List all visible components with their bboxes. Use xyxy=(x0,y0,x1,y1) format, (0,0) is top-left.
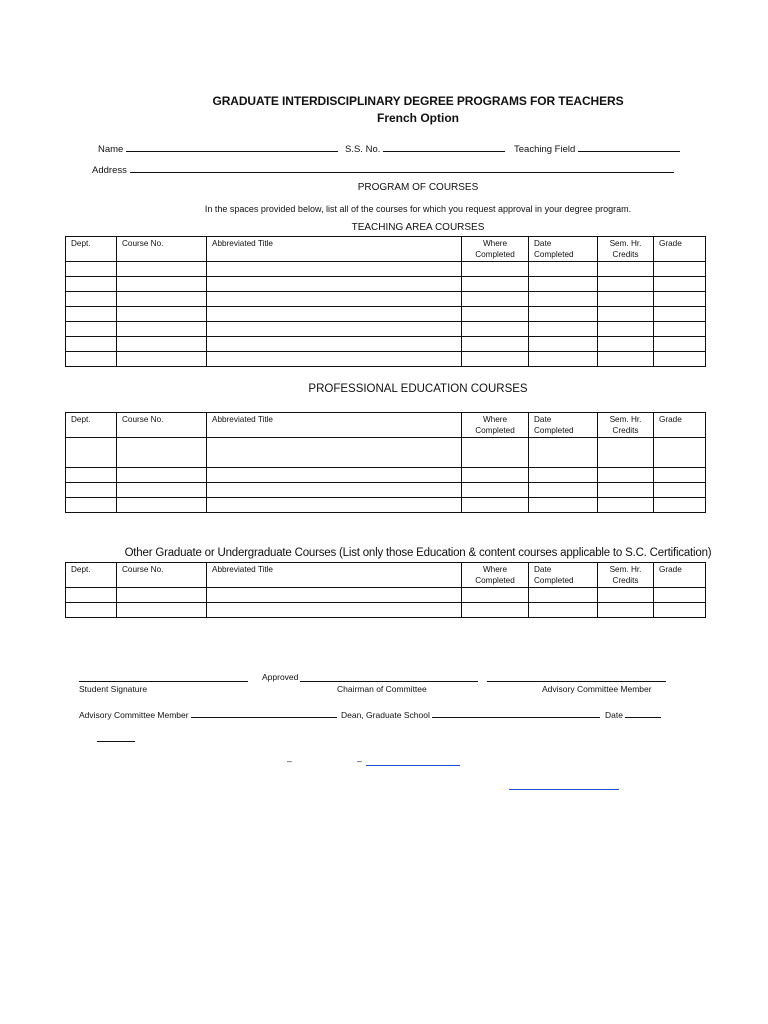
table-row[interactable] xyxy=(66,468,706,483)
table-row[interactable] xyxy=(66,262,706,277)
teaching-field-label: Teaching Field xyxy=(514,144,576,155)
other-courses-table xyxy=(65,562,706,618)
col-grade: Grade xyxy=(654,563,706,588)
student-signature-line[interactable] xyxy=(79,681,248,682)
footer-link-underline[interactable] xyxy=(366,765,460,766)
footer-dash-2: – xyxy=(357,756,362,766)
table-row[interactable] xyxy=(66,277,706,292)
advisory-member-field[interactable] xyxy=(79,708,337,720)
col-grade: Grade xyxy=(654,237,706,262)
col-where-completed: Where Completed xyxy=(462,563,529,588)
chairman-label: Chairman of Committee xyxy=(337,684,427,694)
advisory-member-line xyxy=(191,708,337,718)
dean-field[interactable] xyxy=(341,708,600,720)
name-field[interactable] xyxy=(98,142,338,155)
teaching-field[interactable] xyxy=(514,142,680,155)
col-course-no: Course No. xyxy=(117,413,207,438)
col-credits: Sem. Hr. Credits xyxy=(598,563,654,588)
advisory-signature-line[interactable] xyxy=(487,681,666,682)
table-row[interactable] xyxy=(66,498,706,513)
table-row[interactable] xyxy=(66,307,706,322)
table-row[interactable] xyxy=(66,588,706,603)
col-credits: Sem. Hr. Credits xyxy=(598,237,654,262)
address-line xyxy=(130,163,674,173)
col-course-no: Course No. xyxy=(117,237,207,262)
form-title: GRADUATE INTERDISCIPLINARY DEGREE PROGRAMS FOR TEACHERS xyxy=(212,94,624,108)
address-field[interactable] xyxy=(92,163,674,176)
col-grade: Grade xyxy=(654,413,706,438)
table-row[interactable] xyxy=(66,438,706,468)
table-row[interactable] xyxy=(66,603,706,618)
col-dept: Dept. xyxy=(66,413,117,438)
col-date-completed: Date Completed xyxy=(529,237,598,262)
col-credits: Sem. Hr. Credits xyxy=(598,413,654,438)
teaching-courses-table xyxy=(65,236,706,367)
teaching-section-title: TEACHING AREA COURSES xyxy=(351,222,485,233)
table-header-row xyxy=(66,563,706,588)
advisory-member-label: Advisory Committee Member xyxy=(542,684,652,694)
address-label: Address xyxy=(92,165,127,176)
professional-section-title: PROFESSIONAL EDUCATION COURSES xyxy=(308,383,528,395)
table-header-row xyxy=(66,413,706,438)
col-date-completed: Date Completed xyxy=(529,413,598,438)
table-row[interactable] xyxy=(66,337,706,352)
form-subtitle: French Option xyxy=(377,111,459,125)
table-row[interactable] xyxy=(66,292,706,307)
dean-label: Dean, Graduate School xyxy=(341,710,430,720)
approved-label: Approved xyxy=(262,672,299,682)
other-section-title: Other Graduate or Undergraduate Courses (List only those Education & content courses applicable to S.C. Certification) xyxy=(124,547,712,559)
professional-courses-table xyxy=(65,412,706,513)
ssn-field[interactable] xyxy=(345,142,505,155)
date-label: Date xyxy=(605,710,623,720)
table-row[interactable] xyxy=(66,322,706,337)
col-dept: Dept. xyxy=(66,563,117,588)
advisory-member-label-2: Advisory Committee Member xyxy=(79,710,189,720)
date-field[interactable] xyxy=(605,708,661,720)
table-row[interactable] xyxy=(66,352,706,367)
dean-line xyxy=(432,708,600,718)
col-date-completed: Date Completed xyxy=(529,563,598,588)
student-signature-label: Student Signature xyxy=(79,684,148,694)
ssn-label: S.S. No. xyxy=(345,144,381,155)
col-where-completed: Where Completed xyxy=(462,237,529,262)
ssn-line xyxy=(383,142,505,152)
col-course-no: Course No. xyxy=(117,563,207,588)
table-header-row xyxy=(66,237,706,262)
chairman-signature-line[interactable] xyxy=(300,681,478,682)
program-instructions: In the spaces provided below, list all of the courses for which you request approval in your degree program. xyxy=(204,204,632,214)
col-dept: Dept. xyxy=(66,237,117,262)
col-where-completed: Where Completed xyxy=(462,413,529,438)
footer-dash-1: – xyxy=(287,756,292,766)
col-title: Abbreviated Title xyxy=(207,563,462,588)
program-heading: PROGRAM OF COURSES xyxy=(357,182,479,193)
footer-link-underline-2[interactable] xyxy=(509,789,619,790)
name-line xyxy=(126,142,338,152)
date-line xyxy=(625,708,661,718)
teaching-field-line xyxy=(578,142,680,152)
short-line xyxy=(97,741,135,742)
table-row[interactable] xyxy=(66,483,706,498)
col-title: Abbreviated Title xyxy=(207,237,462,262)
name-label: Name xyxy=(98,144,124,155)
col-title: Abbreviated Title xyxy=(207,413,462,438)
